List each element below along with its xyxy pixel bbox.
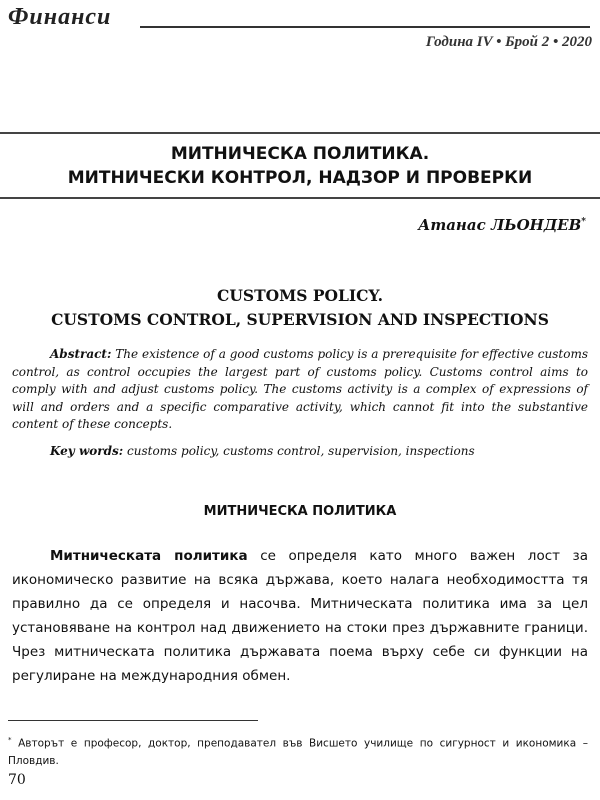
title-rule-top [0, 132, 600, 134]
author-footnote-marker: * [581, 217, 586, 227]
page-number: 70 [8, 772, 26, 788]
footnote-text: Авторът е професор, доктор, преподавател във Висшето училище по сигурност и икономика – Пловдив. [8, 737, 588, 767]
title-rule-bottom [0, 197, 600, 199]
abstract-text: The existence of a good customs policy is a prerequisite for effective customs control, as control occupies the largest part of customs policy. Customs control aims to comply with and adjust customs policy. The customs activity is a complex of expressions of will and orders and a specific comparative activity, which cannot fit into the substantive content of these concepts. [12, 347, 588, 431]
footnote [8, 732, 588, 770]
english-title [0, 284, 600, 332]
header-rule [140, 26, 590, 28]
keywords-label: Key words: [50, 444, 124, 458]
paragraph-text: се определя като много важен лост за икономическо развитие на всяка държава, което налага необходимостта тя правилно да се определя и насочва. Митническата политика има за цел установяване на контрол над движението на стоки през държавните граници. Чрез митническата политика държавата поема върху себе си функции на регулиране на международния обмен. [12, 548, 589, 684]
keywords-text: customs policy, customs control, supervision, inspections [127, 444, 475, 458]
footnote-rule [8, 720, 258, 721]
article-title [0, 142, 600, 190]
body-paragraph [12, 544, 588, 688]
journal-name: Финанси [8, 4, 112, 30]
abstract-label: Abstract: [50, 347, 112, 361]
author-name: Атанас ЛЬОНДЕВ [418, 216, 582, 234]
english-title-line-2: CUSTOMS CONTROL, SUPERVISION AND INSPECTIONS [51, 310, 549, 329]
paragraph-lead: Митническата политика [50, 548, 248, 564]
english-title-line-1: CUSTOMS POLICY. [217, 286, 383, 305]
title-line-2: МИТНИЧЕСКИ КОНТРОЛ, НАДЗОР И ПРОВЕРКИ [67, 168, 533, 188]
author [418, 216, 586, 234]
abstract [12, 346, 588, 434]
keywords [50, 443, 588, 461]
page-header [8, 4, 592, 52]
issue-info: Година IV • Брой 2 • 2020 [425, 34, 592, 50]
footnote-marker: * [8, 736, 12, 744]
title-line-1: МИТНИЧЕСКА ПОЛИТИКА. [170, 144, 430, 164]
section-heading: МИТНИЧЕСКА ПОЛИТИКА [203, 504, 397, 519]
